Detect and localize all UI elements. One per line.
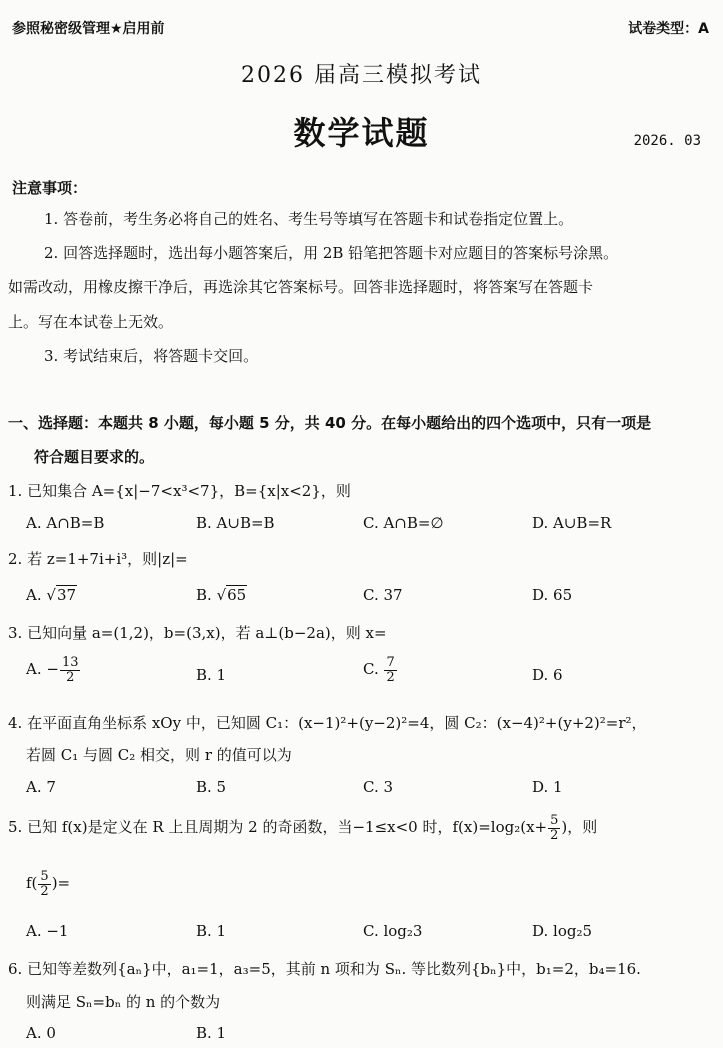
question-6-stem-line-2: 则满足 Sₙ=bₙ 的 n 的个数为 bbox=[26, 993, 221, 1011]
confidential-label: 参照秘密级管理★启用前 bbox=[12, 21, 165, 37]
question-6-option-b: B. 1 bbox=[196, 1024, 227, 1042]
question-6-stem-line-1: 6. 已知等差数列{aₙ}中，a₁=1，a₃=5，其前 n 项和为 Sₙ. 等比数列{bₙ}中，b₁=2，b₄=16. bbox=[8, 960, 641, 978]
fraction: $\frac{7}{2}$ bbox=[386, 655, 395, 685]
question-1-option-a: A. A∩B=B bbox=[26, 514, 105, 532]
question-5-option-d: D. log₂5 bbox=[532, 922, 593, 940]
fraction: $\frac{5}{2}$ bbox=[40, 869, 49, 899]
question-3-stem: 3. 已知向量 a=(1,2)，b=(3,x)，若 a⊥(b−2a)，则 x= bbox=[8, 624, 387, 642]
question-4-option-d: D. 1 bbox=[532, 778, 563, 796]
question-5-option-b: B. 1 bbox=[196, 922, 227, 940]
question-1-option-c: C. A∩B=∅ bbox=[363, 514, 444, 532]
notice-item-3: 3. 考试结束后，将答题卡交回。 bbox=[44, 347, 259, 365]
notice-item-1: 1. 答卷前，考生务必将自己的姓名、考生号等填写在答题卡和试卷指定位置上。 bbox=[44, 210, 574, 228]
notice-item-2-line-1: 2. 回答选择题时，选出每小题答案后，用 2B 铅笔把答题卡对应题目的答案标号涂黑。 bbox=[44, 244, 619, 262]
question-2-option-d: D. 65 bbox=[532, 586, 573, 604]
question-1-stem: 1. 已知集合 A={x|−7<x³<7}，B={x|x<2}，则 bbox=[8, 482, 351, 500]
exam-date: 2026. 03 bbox=[633, 133, 701, 149]
subject-title: 数学试题 bbox=[293, 114, 430, 152]
question-3-option-a: A. − $\frac{13}{2}$ bbox=[26, 655, 79, 685]
question-3-option-c: C. $\frac{7}{2}$ bbox=[363, 655, 395, 685]
question-5-option-c: C. log₂3 bbox=[363, 922, 423, 940]
question-4-stem-line-1: 4. 在平面直角坐标系 xOy 中，已知圆 C₁：(x−1)²+(y−2)²=4，圆 C₂：(x−4)²+(y+2)²=r²， bbox=[8, 714, 647, 732]
radicand: 37 bbox=[56, 586, 77, 604]
notice-item-2-line-2: 如需改动，用橡皮擦干净后，再选涂其它答案标号。回答非选择题时，将答案写在答题卡 bbox=[8, 278, 594, 296]
question-1-option-d: D. A∪B=R bbox=[532, 514, 612, 532]
notice-heading: 注意事项： bbox=[12, 179, 88, 197]
question-2-option-a: A. √37 bbox=[26, 586, 77, 604]
question-4-stem-line-2: 若圆 C₁ 与圆 C₂ 相交，则 r 的值可以为 bbox=[26, 746, 292, 764]
question-6-option-a: A. 0 bbox=[26, 1024, 56, 1042]
radicand: 65 bbox=[227, 586, 247, 604]
notice-item-2-line-3: 上。写在本试卷上无效。 bbox=[8, 313, 174, 331]
question-2-stem: 2. 若 z=1+7i+i³，则|z|= bbox=[8, 550, 188, 568]
section-1-heading-cont: 符合题目要求的。 bbox=[34, 448, 155, 466]
question-2-option-c: C. 37 bbox=[363, 586, 403, 604]
question-3-option-b: B. 1 bbox=[196, 666, 227, 684]
question-3-option-d: D. 6 bbox=[532, 666, 563, 684]
section-1-heading: 一、选择题：本题共 8 小题，每小题 5 分，共 40 分。在每小题给出的四个选项中，只有一项是 bbox=[8, 414, 652, 432]
exam-title: 2026 届高三模拟考试 bbox=[241, 63, 482, 88]
question-4-option-c: C. 3 bbox=[363, 778, 394, 796]
fraction: $\frac{5}{2}$ bbox=[550, 813, 559, 843]
question-4-option-b: B. 5 bbox=[196, 778, 227, 796]
paper-type-label: 试卷类型：A bbox=[628, 21, 709, 37]
question-5-option-a: A. −1 bbox=[26, 922, 69, 940]
question-1-option-b: B. A∪B=B bbox=[196, 514, 275, 532]
fraction: $\frac{13}{2}$ bbox=[61, 655, 79, 685]
question-2-option-b: B. √65 bbox=[196, 586, 247, 604]
question-5-stem-line-2: f( $\frac{5}{2}$ )= bbox=[26, 869, 71, 899]
question-4-option-a: A. 7 bbox=[26, 778, 56, 796]
question-5-stem-line-1: 5. 已知 f(x)是定义在 R 上且周期为 2 的奇函数，当−1≤x<0 时，f(x)=log₂(x+ $\frac{5}{2}$ )，则 bbox=[8, 813, 598, 843]
